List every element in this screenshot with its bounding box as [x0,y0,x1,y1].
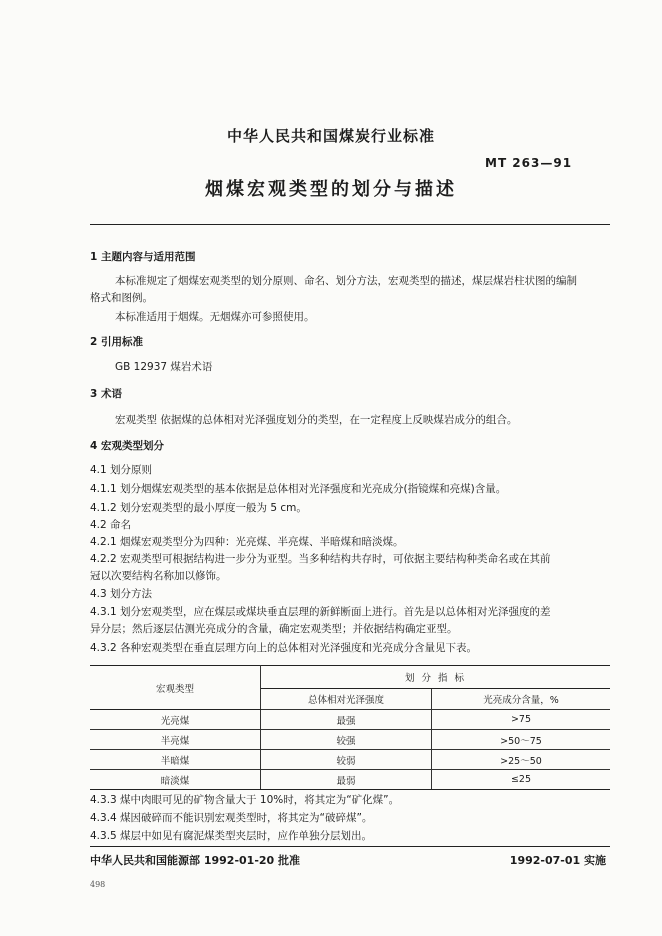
table-header-type: 宏观类型 [90,666,261,710]
table-row [90,730,610,750]
clause-4-1: 4.1 划分原则 [90,464,153,476]
term-definition: 宏观类型 依据煤的总体相对光泽强度划分的类型，在一定程度上反映煤岩成分的组合。 [115,414,518,426]
clause-4-2-1: 4.2.1 烟煤宏观类型分为四种：光亮煤、半亮煤、半暗煤和暗淡煤。 [90,536,404,548]
table-cell-content: >50～75 [432,730,611,750]
reference-entry: GB 12937 煤岩术语 [115,361,213,373]
table-cell-luster: 最弱 [261,770,432,790]
table-header-luster: 总体相对光泽强度 [261,689,432,710]
standard-code: MT 263—91 [485,156,573,170]
section-2-heading: 2 引用标准 [90,336,143,348]
clause-4-1-1: 4.1.1 划分烟煤宏观类型的基本依据是总体相对光泽强度和光亮成分(指镜煤和亮煤)含量。 [90,483,507,495]
table-cell-content: >75 [432,710,611,730]
table-cell-luster: 较强 [261,730,432,750]
page-number: 498 [90,880,106,889]
clause-4-3-5: 4.3.5 煤层中如见有腐泥煤类型夹层时，应作单独分层划出。 [90,830,373,842]
section-1-text: 本标准规定了烟煤宏观类型的划分原则、命名、划分方法，宏观类型的描述，煤层煤岩柱状图的编制 [115,275,577,287]
table-header-indicators: 划 分 指 标 [261,666,611,689]
table-cell-luster: 最强 [261,710,432,730]
clause-4-2: 4.2 命名 [90,519,132,531]
clause-4-2-2: 冠以次要结构名称加以修饰。 [90,570,227,582]
table-row [90,770,610,790]
effective-date: 1992-07-01 实施 [509,854,606,867]
section-1-heading: 1 主题内容与适用范围 [90,251,196,263]
footer-rule [90,846,610,847]
clause-4-3-1: 异分层；然后逐层估测光亮成分的含量，确定宏观类型；并依据结构确定亚型。 [90,623,458,635]
clause-4-3: 4.3 划分方法 [90,588,153,600]
table-row [90,710,610,730]
approval-date: 中华人民共和国能源部 1992-01-20 批准 [90,854,301,867]
section-1-scope: 本标准适用于烟煤。无烟煤亦可参照使用。 [115,311,315,323]
issuer-heading: 中华人民共和国煤炭行业标准 [226,127,435,145]
coal-type-table [90,665,610,790]
table-cell-type: 暗淡煤 [90,770,261,790]
section-4-heading: 4 宏观类型划分 [90,440,164,452]
clause-4-3-3: 4.3.3 煤中肉眼可见的矿物含量大于 10%时，将其定为“矿化煤”。 [90,794,400,806]
table-row [90,750,610,770]
clause-4-3-2: 4.3.2 各种宏观类型在垂直层理方向上的总体相对光泽强度和光亮成分含量见下表。 [90,642,478,654]
document-title: 烟煤宏观类型的划分与描述 [205,179,457,200]
table-cell-content: ≤25 [432,770,611,790]
table-cell-luster: 较弱 [261,750,432,770]
section-1-text: 格式和图例。 [90,292,153,304]
clause-4-2-2: 4.2.2 宏观类型可根据结构进一步分为亚型。当多种结构共存时，可依据主要结构种类命名或在其前 [90,553,551,565]
section-3-heading: 3 术语 [90,388,122,400]
clause-4-3-1: 4.3.1 划分宏观类型，应在煤层或煤块垂直层理的新鲜断面上进行。首先是以总体相对光泽强度的差 [90,606,551,618]
table-cell-type: 半亮煤 [90,730,261,750]
table-cell-content: >25～50 [432,750,611,770]
table-header-content: 光亮成分含量，% [432,689,611,710]
table-cell-type: 光亮煤 [90,710,261,730]
clause-4-1-2: 4.1.2 划分宏观类型的最小厚度一般为 5 cm。 [90,502,307,514]
header-rule [90,224,610,225]
table-cell-type: 半暗煤 [90,750,261,770]
clause-4-3-4: 4.3.4 煤因破碎而不能识别宏观类型时，将其定为“破碎煤”。 [90,812,373,824]
